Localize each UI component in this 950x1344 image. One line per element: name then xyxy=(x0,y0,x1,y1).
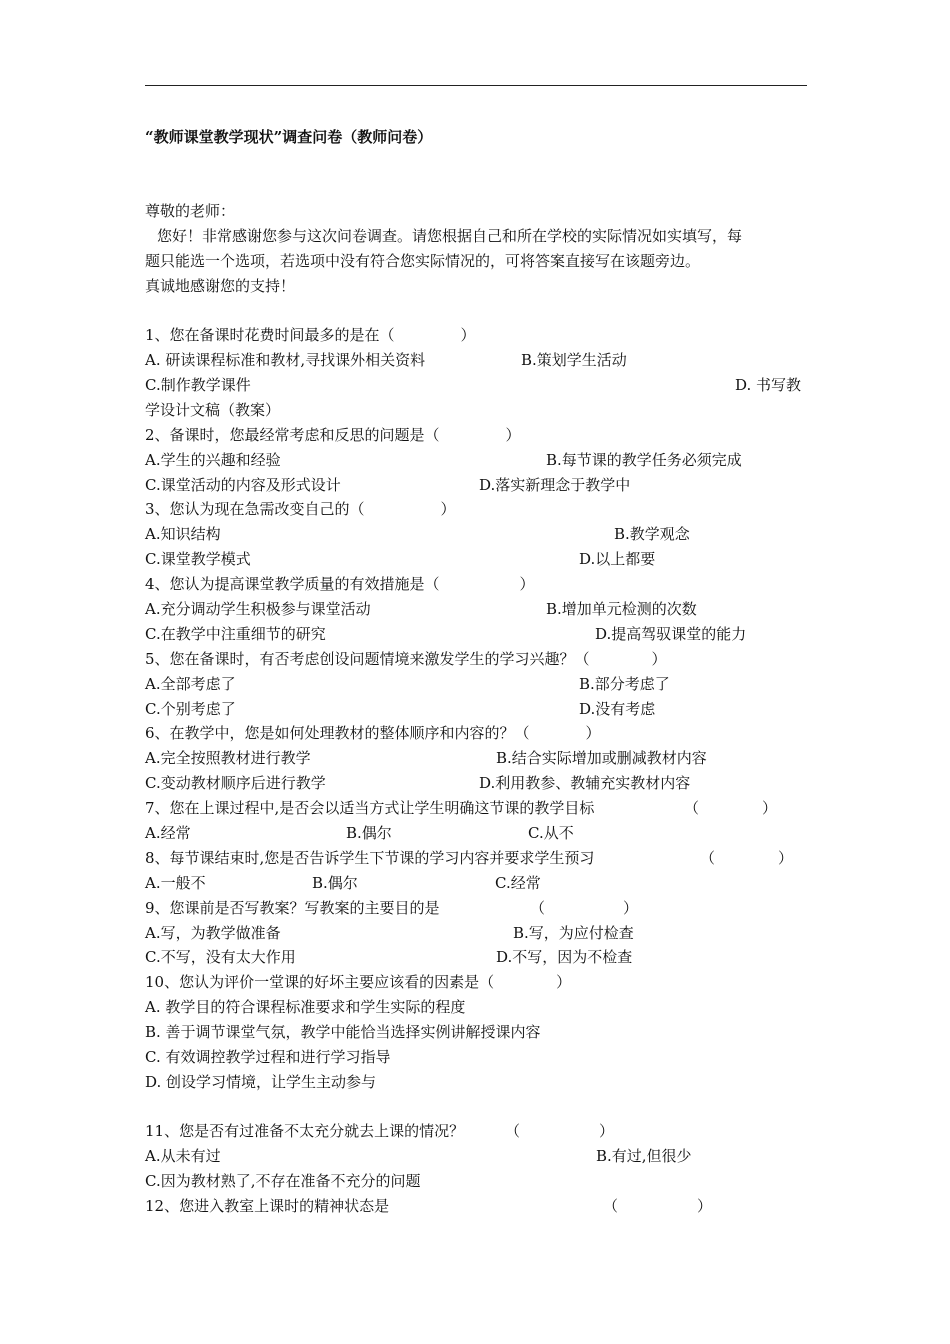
q9-option-d: D.不写，因为不检查 xyxy=(496,948,633,966)
q10-option-d: D. 创设学习情境，让学生主动参与 xyxy=(145,1073,377,1091)
q2-option-a: A.学生的兴趣和经验 xyxy=(145,451,281,469)
document-title: “教师课堂教学现状”调查问卷（教师问卷） xyxy=(145,128,433,146)
question-4-close: ） xyxy=(519,575,535,593)
question-10-close: ） xyxy=(556,973,572,991)
question-11-open: （ xyxy=(505,1122,521,1140)
q3-option-d: D.以上都要 xyxy=(579,550,656,568)
question-7-open: （ xyxy=(684,799,700,817)
question-1 xyxy=(145,323,476,348)
question-5 xyxy=(145,647,667,672)
question-6-text: 6、在教学中，您是如何处理教材的整体顺序和内容的？（ xyxy=(145,724,530,742)
greeting: 尊敬的老师： xyxy=(145,202,236,220)
question-5-text: 5、您在备课时，有否考虑创设问题情境来激发学生的学习兴趣？（ xyxy=(145,650,590,668)
q3-option-c: C.课堂教学模式 xyxy=(145,550,251,568)
q5-option-d: D.没有考虑 xyxy=(579,700,656,718)
q7-option-c: C.从不 xyxy=(528,824,574,842)
question-6 xyxy=(145,721,601,746)
q4-option-c: C.在教学中注重细节的研究 xyxy=(145,625,326,643)
question-4 xyxy=(145,572,535,597)
question-9-close: ） xyxy=(623,899,639,917)
question-3-close: ） xyxy=(440,500,456,518)
question-1-text: 1、您在备课时花费时间最多的是在（ xyxy=(145,326,395,344)
q7-option-a: A.经常 xyxy=(145,824,191,842)
header-rule xyxy=(145,85,807,86)
intro-line-3: 真诚地感谢您的支持！ xyxy=(145,277,296,295)
question-8: 8、每节课结束时,您是否告诉学生下节课的学习内容并要求学生预习 xyxy=(145,849,595,867)
question-5-close: ） xyxy=(651,650,667,668)
q4-option-d: D.提高驾驭课堂的能力 xyxy=(595,625,747,643)
intro-line-2: 题只能选一个选项，若选项中没有符合您实际情况的，可将答案直接写在该题旁边。 xyxy=(145,252,701,270)
q9-option-a: A.写，为教学做准备 xyxy=(145,924,281,942)
q1-option-c: C.制作教学课件 xyxy=(145,376,251,394)
q5-option-b: B.部分考虑了 xyxy=(579,675,670,693)
q9-option-b: B.写，为应付检查 xyxy=(513,924,634,942)
q11-option-b: B.有过,但很少 xyxy=(596,1147,692,1165)
q11-option-c: C.因为教材熟了,不存在准备不充分的问题 xyxy=(145,1172,421,1190)
q6-option-a: A.完全按照教材进行教学 xyxy=(145,749,311,767)
question-6-close: ） xyxy=(585,724,601,742)
q4-option-a: A.充分调动学生积极参与课堂活动 xyxy=(145,600,371,618)
question-10 xyxy=(145,970,571,995)
q5-option-a: A.全部考虑了 xyxy=(145,675,236,693)
q10-option-a: A. 教学目的符合课程标准要求和学生实际的程度 xyxy=(145,998,466,1016)
q2-option-c: C.课堂活动的内容及形式设计 xyxy=(145,476,341,494)
intro-line-1: 您好！非常感谢您参与这次问卷调查。请您根据自己和所在学校的实际情况如实填写，每 xyxy=(157,227,743,245)
q1-option-a: A. 研读课程标准和教材,寻找课外相关资料 xyxy=(145,351,426,369)
question-1-close: ） xyxy=(460,326,476,344)
q1-option-d: D. 书写教 xyxy=(735,376,802,394)
q8-option-b: B.偶尔 xyxy=(312,874,358,892)
q6-option-b: B.结合实际增加或删减教材内容 xyxy=(496,749,707,767)
question-11-close: ） xyxy=(599,1122,615,1140)
q9-option-c: C.不写，没有太大作用 xyxy=(145,948,296,966)
question-11: 11、您是否有过准备不太充分就去上课的情况？ xyxy=(145,1122,465,1140)
q2-option-b: B.每节课的教学任务必须完成 xyxy=(546,451,742,469)
question-9: 9、您课前是否写教案？写教案的主要目的是 xyxy=(145,899,440,917)
q6-option-c: C.变动教材顺序后进行教学 xyxy=(145,774,326,792)
question-3-text: 3、您认为现在急需改变自己的（ xyxy=(145,500,365,518)
q1-option-b: B.策划学生活动 xyxy=(521,351,627,369)
question-10-text: 10、您认为评价一堂课的好坏主要应该看的因素是（ xyxy=(145,973,495,991)
q6-option-d: D.利用教参、教辅充实教材内容 xyxy=(479,774,691,792)
question-8-close: ） xyxy=(778,849,794,867)
q2-option-d: D.落实新理念于教学中 xyxy=(479,476,631,494)
q7-option-b: B.偶尔 xyxy=(346,824,392,842)
q3-option-b: B.教学观念 xyxy=(614,525,690,543)
q8-option-c: C.经常 xyxy=(495,874,541,892)
q11-option-a: A.从未有过 xyxy=(145,1147,221,1165)
question-12-close: ） xyxy=(697,1197,713,1215)
question-9-open: （ xyxy=(530,899,546,917)
question-7: 7、您在上课过程中,是否会以适当方式让学生明确这节课的教学目标 xyxy=(145,799,595,817)
q4-option-b: B.增加单元检测的次数 xyxy=(546,600,697,618)
question-2-close: ） xyxy=(505,426,521,444)
question-2-text: 2、备课时，您最经常考虑和反思的问题是（ xyxy=(145,426,440,444)
q3-option-a: A.知识结构 xyxy=(145,525,221,543)
question-8-open: （ xyxy=(700,849,716,867)
q1-option-d-continued: 学设计文稿（教案） xyxy=(145,401,281,419)
q5-option-c: C.个别考虑了 xyxy=(145,700,236,718)
question-2 xyxy=(145,423,521,448)
q10-option-b: B. 善于调节课堂气氛，教学中能恰当选择实例讲解授课内容 xyxy=(145,1023,541,1041)
question-12: 12、您进入教室上课时的精神状态是 xyxy=(145,1197,390,1215)
question-4-text: 4、您认为提高课堂教学质量的有效措施是（ xyxy=(145,575,440,593)
q10-option-c: C. 有效调控教学过程和进行学习指导 xyxy=(145,1048,391,1066)
q8-option-a: A.一般不 xyxy=(145,874,206,892)
question-12-open: （ xyxy=(603,1197,619,1215)
question-3 xyxy=(145,497,456,522)
question-7-close: ） xyxy=(762,799,778,817)
